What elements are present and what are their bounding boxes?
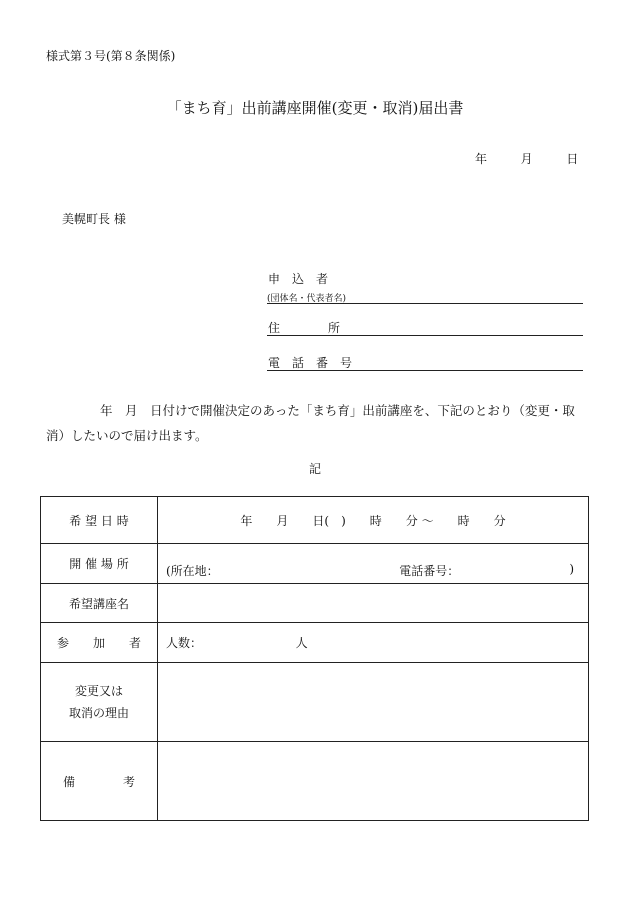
course-name-value[interactable] (158, 584, 589, 623)
venue-label: 開 催 場 所 (41, 544, 158, 584)
request-table (40, 496, 589, 821)
ki-heading: 記 (308, 462, 321, 476)
phone-label: 電 話 番 号 (268, 356, 353, 370)
document-title: 「まち育」出前講座開催(変更・取消)届出書 (166, 99, 464, 117)
applicant-label: 申 込 者 (268, 272, 329, 286)
phone-line[interactable] (267, 369, 583, 371)
address-line[interactable] (267, 334, 583, 336)
date-field (475, 150, 578, 167)
addressee: 美幌町長 様 (62, 212, 126, 226)
venue-location-label: (所在地： (166, 564, 219, 578)
table-row (41, 623, 589, 663)
table-row (41, 497, 589, 544)
date-year-label: 年 (475, 152, 488, 166)
date-day-label: 日 (566, 152, 579, 166)
reason-label-line1: 変更又は (74, 684, 123, 698)
venue-value[interactable] (158, 544, 589, 584)
table-row (41, 742, 589, 821)
form-number: 様式第３号(第８条関係) (46, 49, 176, 63)
address-label: 住 所 (268, 321, 341, 335)
remarks-label: 備 考 (41, 742, 158, 821)
venue-close-paren: ) (569, 562, 574, 576)
venue-phone-label: 電話番号： (399, 564, 460, 578)
table-row (41, 584, 589, 623)
table-row (41, 663, 589, 742)
remarks-value[interactable] (158, 742, 589, 821)
participants-unit: 人 (295, 636, 308, 650)
participants-label: 参 加 者 (41, 623, 158, 663)
reason-label-line2: 取消の理由 (68, 706, 129, 720)
reason-label (41, 663, 158, 742)
desired-datetime-label: 希 望 日 時 (41, 497, 158, 544)
date-month-label: 月 (520, 152, 533, 166)
body-paragraph: 年 月 日付けで開催決定のあった「まち育」出前講座を、下記のとおり（変更・取消）したいので届け出ます。 (46, 403, 575, 443)
reason-value[interactable] (158, 663, 589, 742)
course-name-label: 希望講座名 (41, 584, 158, 623)
desired-datetime-value[interactable]: 年 月 日( ) 時 分 〜 時 分 (158, 497, 589, 544)
table-row (41, 544, 589, 584)
applicant-line[interactable] (267, 302, 583, 304)
participants-count-label: 人数： (166, 636, 203, 650)
applicant-sublabel: (団体名・代表者名) (267, 294, 347, 304)
participants-value[interactable] (158, 623, 589, 663)
